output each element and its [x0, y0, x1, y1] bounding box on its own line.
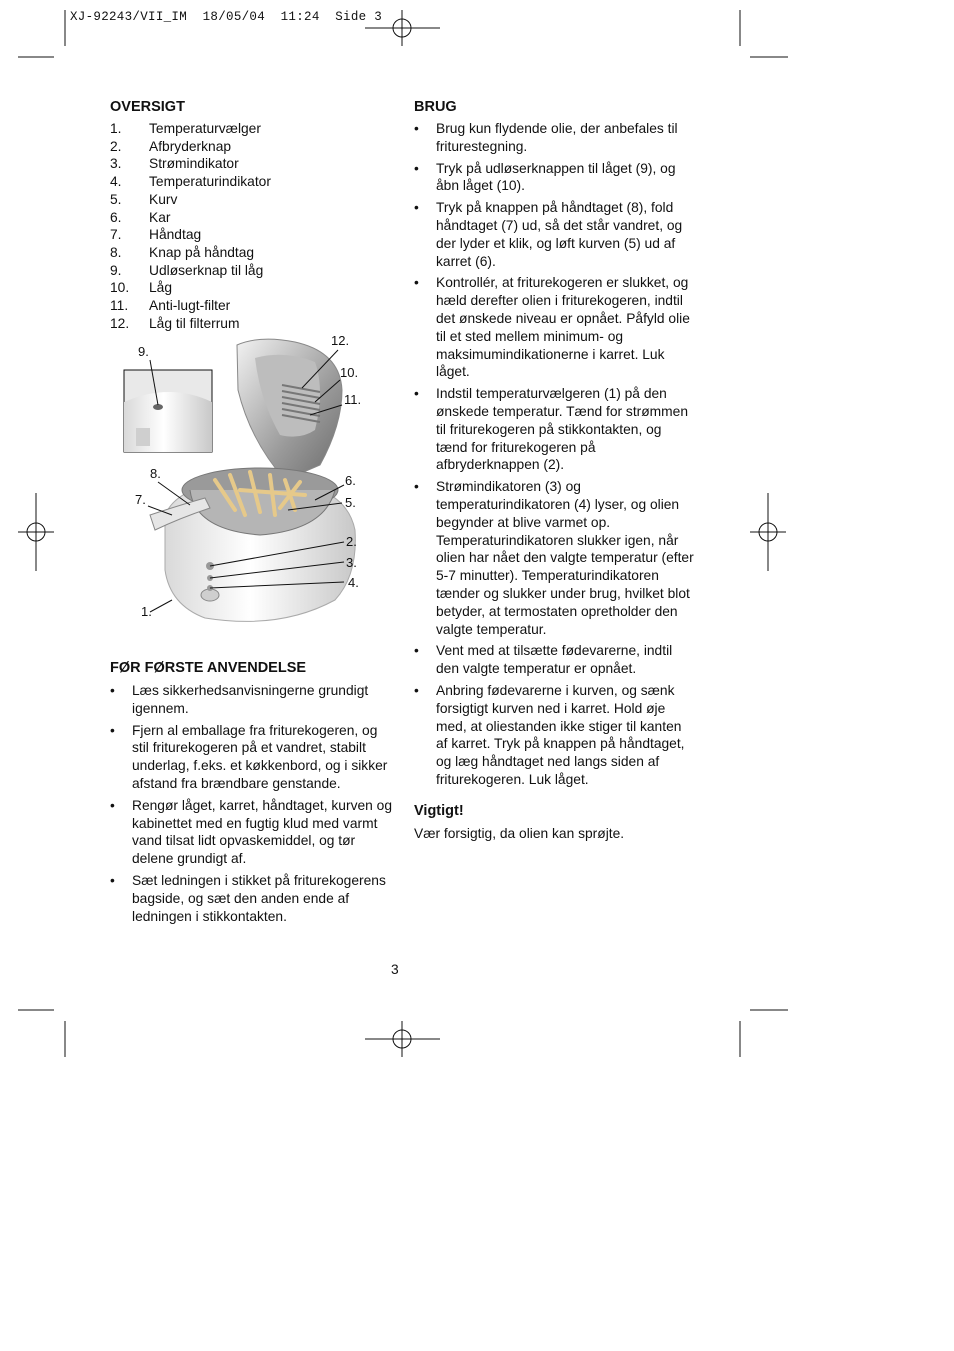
- foer-heading: FØR FØRSTE ANVENDELSE: [110, 660, 307, 676]
- list-item: • Rengør låget, karret, håndtaget, kurven og kabinettet med en fugtig klud med varmt vand tilsat lidt opvaskemiddel, og tør delene grundigt af.: [110, 797, 395, 868]
- list-item: 4. Temperaturindikator: [110, 174, 271, 190]
- list-item: • Læs sikkerhedsanvisningerne grundigt igennem.: [110, 682, 395, 718]
- oversigt-section: [110, 99, 390, 332]
- brug-heading: BRUG: [414, 99, 457, 115]
- list-item: 2. Afbryderknap: [110, 138, 232, 154]
- fryer-illustration: [110, 330, 380, 630]
- callout-2: 2.: [346, 534, 357, 549]
- list-item: 3. Strømindikator: [110, 156, 239, 172]
- callout-9: 9.: [138, 344, 149, 359]
- callout-4: 4.: [348, 575, 359, 590]
- callout-10: 10.: [340, 365, 359, 380]
- callout-5: 5.: [345, 495, 356, 510]
- list-item: 11. Anti-lugt-filter: [110, 298, 231, 314]
- list-item: • Brug kun flydende olie, der anbefales til friturestegning.: [414, 120, 696, 156]
- inset-detail: [124, 370, 212, 452]
- vigtigt-heading: Vigtigt!: [414, 802, 464, 819]
- list-item: • Anbring fødevarerne i kurven, og sænk forsigtigt kurven ned i karret. Hold øje med, at oliestanden ikke stiger til kanten af karret. Tryk på knappen på håndtaget, og læg håndtaget ned langs siden af friturekogeren. Luk låget.: [414, 682, 696, 789]
- brug-section: [414, 99, 696, 842]
- list-item: • Sæt ledningen i stikket på friturekogerens bagside, og sæt den anden ende af ledningen i stikkontakten.: [110, 872, 395, 925]
- callout-11: 11.: [344, 392, 362, 407]
- list-item: • Indstil temperaturvælgeren (1) på den ønskede temperatur. Tænd for strømmen til friturekogeren på stikkontakten, og tænd for friturekogeren på afbryderknappen (2).: [414, 385, 696, 474]
- vigtigt-text: Vær forsigtig, da olien kan sprøjte.: [414, 825, 625, 841]
- callout-3: 3.: [346, 555, 357, 570]
- list-item: 6. Kar: [110, 209, 171, 225]
- callout-6: 6.: [345, 473, 356, 488]
- page-number: 3: [391, 962, 399, 977]
- oversigt-list: [110, 120, 390, 332]
- print-slug: XJ-92243/VII_IM 18/05/04 11:24 Side 3: [70, 10, 383, 24]
- callout-12: 12.: [331, 333, 350, 348]
- list-item: 5. Kurv: [110, 191, 178, 207]
- foer-section: [110, 660, 395, 929]
- list-item: • Fjern al emballage fra friturekogeren, og stil friturekogeren på et vandret, stabilt underlag, f.eks. et køkkenbord, og i sikker afstand fra brændbare genstande.: [110, 722, 395, 793]
- list-item: • Tryk på udløserknappen til låget (9), og åbn låget (10).: [414, 160, 696, 196]
- callout-1: 1.: [141, 604, 152, 619]
- list-item: 8. Knap på håndtag: [110, 244, 255, 260]
- list-item: • Kontrollér, at friturekogeren er slukket, og hæld derefter olien i friturekogeren, indtil det ønskede niveau er opnået. Påfyld olie til et sted mellem minimum- og maksimumindikationerne i karret. Luk låget.: [414, 274, 696, 381]
- foer-list: [110, 682, 395, 925]
- list-item: • Strømindikatoren (3) og temperaturindikatoren (4) lyser, og olien begynder at blive varmet op. Temperaturindikatoren slukker igen, når olien har nået den valgte temperatur (efter 5-7 minutter). Temperaturindikatoren tænder og slukker under brug, hvilket blot betyder, at termostaten opretholder den valgte temperatur.: [414, 478, 696, 638]
- oversigt-heading: OVERSIGT: [110, 99, 185, 115]
- list-item: 7. Håndtag: [110, 227, 202, 243]
- list-item: 10. Låg: [110, 280, 173, 296]
- list-item: • Tryk på knappen på håndtaget (8), fold håndtaget (7) ud, så det står vandret, og der lyder et klik, og løft kurven (5) ud af karret (6).: [414, 199, 696, 270]
- list-item: • Vent med at tilsætte fødevarerne, indtil den valgte temperatur er opnået.: [414, 642, 696, 678]
- list-item: 12. Låg til filterrum: [110, 315, 240, 331]
- list-item: 1. Temperaturvælger: [110, 121, 261, 136]
- callout-8: 8.: [150, 466, 161, 481]
- list-item: 9. Udløserknap til låg: [110, 262, 264, 278]
- callout-7: 7.: [135, 492, 146, 507]
- brug-list: [414, 120, 696, 789]
